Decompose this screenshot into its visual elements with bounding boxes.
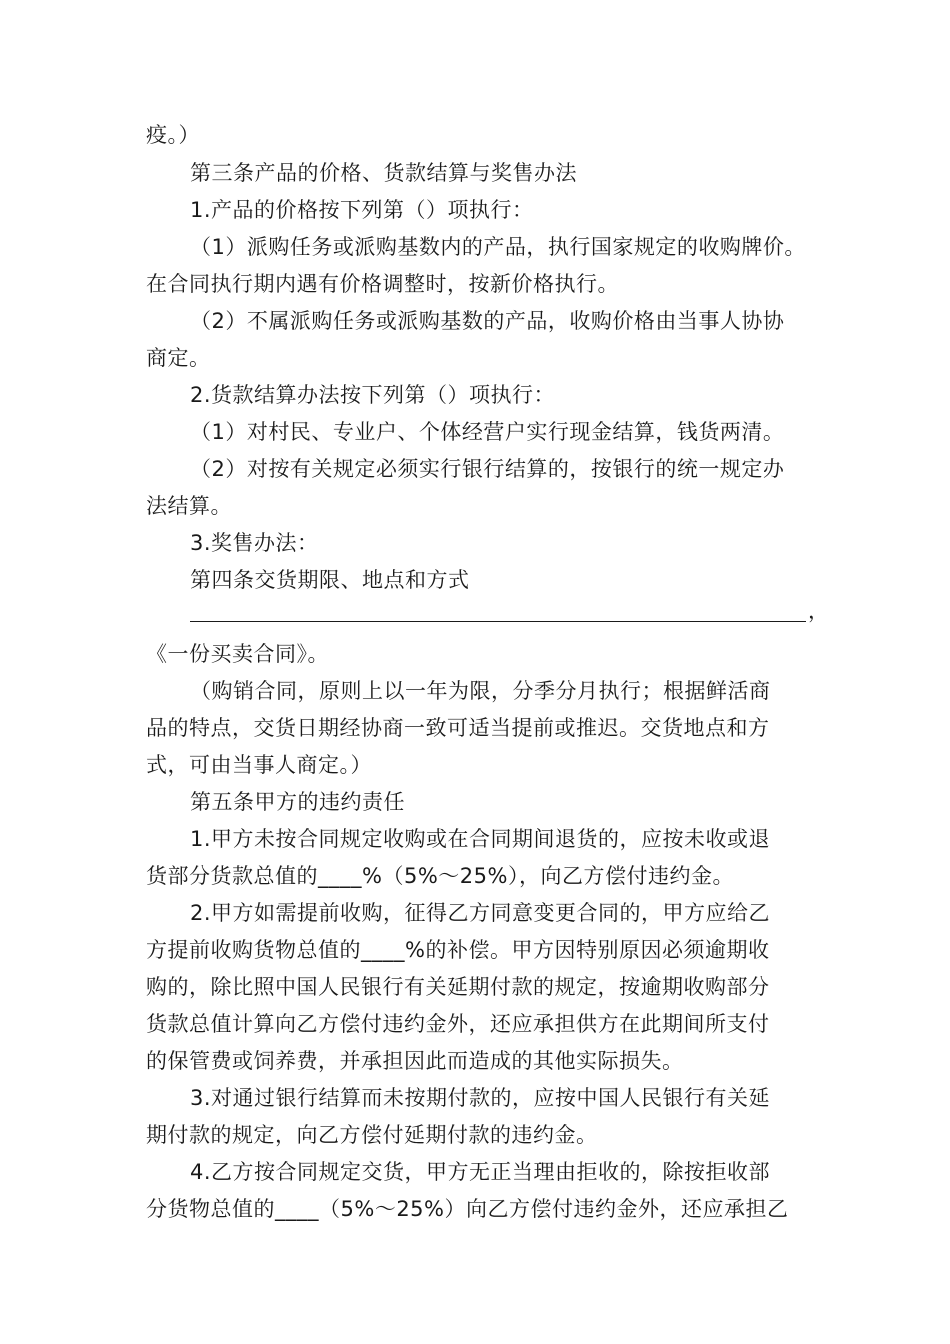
text-line: 货部分货款总值的____%（5%～25%），向乙方偿付违约金。 <box>146 864 734 888</box>
text-line: 货款总值计算向乙方偿付违约金外，还应承担供方在此期间所支付 <box>146 1012 770 1036</box>
text-line: （1）对村民、专业户、个体经营户实行现金结算，钱货两清。 <box>190 420 785 444</box>
fill-in-blank-line <box>190 621 806 622</box>
text-line: 方提前收购货物总值的____%的补偿。甲方因特别原因必须逾期收 <box>146 938 770 962</box>
text-line: 2.货款结算办法按下列第（）项执行： <box>190 383 556 407</box>
text-line: 期付款的规定，向乙方偿付延期付款的违约金。 <box>146 1123 598 1147</box>
text-line: 商定。 <box>146 346 211 370</box>
text-line: （2）对按有关规定必须实行银行结算的，按银行的统一规定办 <box>190 457 785 481</box>
text-line: 品的特点，交货日期经协商一致可适当提前或推迟。交货地点和方 <box>146 716 770 740</box>
text-line: 3.奖售办法： <box>190 531 319 555</box>
text-line: 购的，除比照中国人民银行有关延期付款的规定，按逾期收购部分 <box>146 975 770 999</box>
text-line: （购销合同，原则上以一年为限，分季分月执行；根据鲜活商 <box>190 679 771 703</box>
text-line: （2）不属派购任务或派购基数的产品，收购价格由当事人协协 <box>190 309 785 333</box>
text-line: 疫。） <box>146 123 200 147</box>
text-line: 的保管费或饲养费，并承担因此而造成的其他实际损失。 <box>146 1049 684 1073</box>
text-line: 在合同执行期内遇有价格调整时，按新价格执行。 <box>146 272 619 296</box>
text-line: 2.甲方如需提前收购，征得乙方同意变更合同的，甲方应给乙 <box>190 901 771 925</box>
text-line: 3.对通过银行结算而未按期付款的，应按中国人民银行有关延 <box>190 1086 771 1110</box>
text-line: 《一份买卖合同》。 <box>146 642 329 666</box>
text-line: 1.产品的价格按下列第（）项执行： <box>190 198 534 222</box>
text-line: 分货物总值的____（5%～25%）向乙方偿付违约金外，还应承担乙 <box>146 1197 789 1221</box>
article-heading: 第四条交货期限、地点和方式 <box>190 568 470 592</box>
article-heading: 第三条产品的价格、货款结算与奖售办法 <box>190 161 577 185</box>
text-line: 式，可由当事人商定。） <box>146 753 372 777</box>
blank-line-comma: ， <box>808 599 829 623</box>
article-heading: 第五条甲方的违约责任 <box>190 790 405 814</box>
text-line: （1）派购任务或派购基数内的产品，执行国家规定的收购牌价。 <box>190 235 806 259</box>
text-line: 法结算。 <box>146 494 232 518</box>
text-line: 1.甲方未按合同规定收购或在合同期间退货的，应按未收或退 <box>190 827 771 851</box>
text-line: 4.乙方按合同规定交货，甲方无正当理由拒收的，除按拒收部 <box>190 1160 771 1184</box>
